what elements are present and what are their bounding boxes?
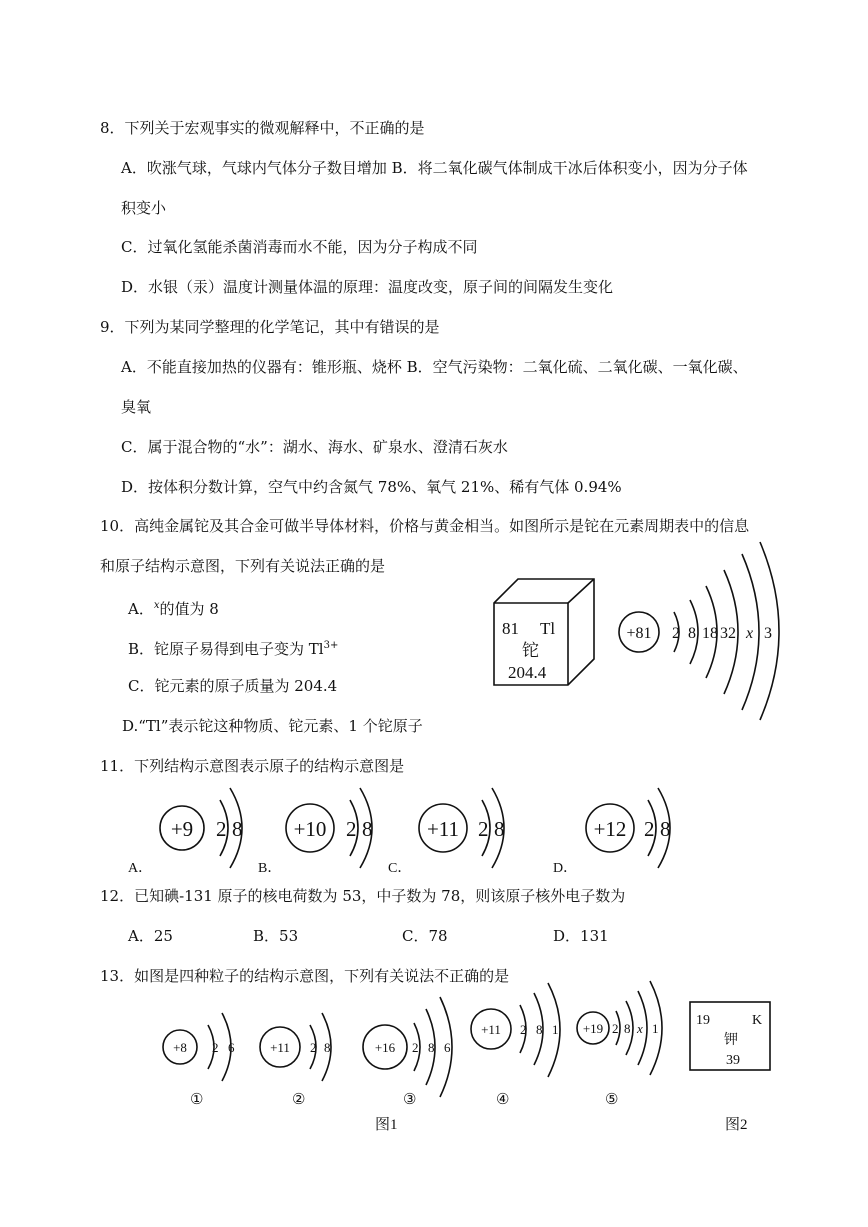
q13-label-5: ⑤ bbox=[605, 1092, 619, 1108]
q11-option-d-diagram bbox=[553, 788, 671, 876]
q10-cube-mass: 204.4 bbox=[508, 663, 547, 682]
svg-text:8: 8 bbox=[624, 1021, 631, 1036]
q11-d-shell: 8 bbox=[660, 817, 671, 841]
q10-option-d: D.“Tl”表示铊这种物质、铊元素、1 个铊原子 bbox=[122, 717, 423, 735]
q13-label-4: ④ bbox=[496, 1092, 510, 1108]
q13-diagrams bbox=[150, 985, 790, 1135]
svg-text:1: 1 bbox=[552, 1022, 559, 1037]
q10-option-c: C．铊元素的原子质量为 204.4 bbox=[128, 677, 338, 695]
svg-text:2: 2 bbox=[520, 1022, 527, 1037]
svg-text:+8: +8 bbox=[173, 1040, 187, 1055]
svg-text:2: 2 bbox=[412, 1040, 419, 1055]
svg-text:8: 8 bbox=[324, 1040, 331, 1055]
q11-option-b-diagram bbox=[258, 788, 373, 876]
q8-option-a: A．吹涨气球，气球内气体分子数目增加 B．将二氧化碳气体制成干冰后体积变小，因为分子体 bbox=[121, 159, 748, 177]
svg-text:+19: +19 bbox=[582, 1021, 604, 1036]
q9-option-a: A．不能直接加热的仪器有：锥形瓶、烧杯 B．空气污染物：二氧化硫、二氧化碳、一氧化碳、 bbox=[121, 358, 748, 376]
q10-option-a-prefix: A． bbox=[128, 600, 154, 618]
q11-c-shell: 8 bbox=[494, 817, 505, 841]
q10-atom-diagram bbox=[612, 540, 802, 720]
q9-option-a-cont: 臭氧 bbox=[121, 398, 152, 416]
q11-option-b-label: B． bbox=[258, 861, 282, 876]
q13-fig1-caption: 图1 bbox=[375, 1117, 398, 1133]
q10-shell-label: 8 bbox=[688, 625, 696, 642]
q10-option-a-suffix: 的值为 8 bbox=[159, 600, 219, 618]
q11-b-nucleus: +10 bbox=[293, 817, 327, 841]
svg-text:8: 8 bbox=[428, 1040, 435, 1055]
q11-d-nucleus: +12 bbox=[593, 817, 627, 841]
q10-shell-label: 2 bbox=[672, 625, 680, 642]
q10-option-a-var: x bbox=[153, 600, 160, 611]
q11-diagrams bbox=[120, 780, 700, 880]
q11-option-d-label: D． bbox=[553, 861, 578, 876]
q11-a-nucleus: +9 bbox=[170, 817, 194, 841]
q13-particle-5 bbox=[577, 981, 662, 1108]
q8-option-d: D．水银（汞）温度计测量体温的原理：温度改变，原子间的间隔发生变化 bbox=[121, 278, 614, 296]
q13-particle-3 bbox=[363, 997, 452, 1108]
svg-text:6: 6 bbox=[444, 1040, 451, 1055]
q11-option-c-label: C． bbox=[388, 861, 412, 876]
q13-label-2: ② bbox=[292, 1092, 306, 1108]
q10-option-a bbox=[128, 596, 219, 619]
q12-option-a: A．25 bbox=[128, 927, 173, 945]
q13-particle-2 bbox=[260, 1013, 331, 1108]
svg-text:K: K bbox=[752, 1013, 763, 1028]
q9-stem: 9．下列为某同学整理的化学笔记，其中有错误的是 bbox=[100, 318, 440, 336]
q10-shell-label: x bbox=[746, 625, 754, 642]
q13-particle-1 bbox=[163, 1013, 235, 1108]
q11-b-shell: 2 bbox=[346, 817, 357, 841]
q11-a-shell: 2 bbox=[216, 817, 227, 841]
q9-option-c: C．属于混合物的“水”：湖水、海水、矿泉水、澄清石灰水 bbox=[121, 438, 508, 456]
q10-nucleus-label: +81 bbox=[626, 625, 652, 642]
q11-option-c-diagram bbox=[388, 788, 505, 876]
q10-stem-cont: 和原子结构示意图，下列有关说法正确的是 bbox=[100, 557, 386, 575]
q13-stem: 13．如图是四种粒子的结构示意图，下列有关说法不正确的是 bbox=[100, 967, 510, 985]
svg-text:2: 2 bbox=[310, 1040, 317, 1055]
q12-option-c: C．78 bbox=[402, 927, 448, 945]
q12-stem: 12．已知碘-131 原子的核电荷数为 53，中子数为 78，则该原子核外电子数为 bbox=[100, 887, 626, 905]
q11-stem: 11．下列结构示意图表示原子的结构示意图是 bbox=[100, 757, 405, 775]
svg-text:39: 39 bbox=[726, 1053, 740, 1068]
q11-c-shell: 2 bbox=[478, 817, 489, 841]
svg-text:x: x bbox=[637, 1021, 643, 1036]
q11-option-a-diagram bbox=[128, 788, 243, 876]
q13-fig2-caption: 图2 bbox=[725, 1117, 748, 1133]
svg-text:钾: 钾 bbox=[724, 1033, 738, 1048]
q10-cube-number: 81 bbox=[502, 619, 519, 638]
q10-element-cube bbox=[490, 575, 602, 690]
q8-option-c: C．过氧化氢能杀菌消毒而水不能，因为分子构成不同 bbox=[121, 238, 478, 256]
svg-text:+11: +11 bbox=[270, 1040, 290, 1055]
q11-option-a-label: A． bbox=[128, 861, 153, 876]
q13-element-box bbox=[690, 1002, 770, 1070]
q11-d-shell: 2 bbox=[644, 817, 655, 841]
q13-particle-4 bbox=[471, 983, 560, 1108]
q12-option-b: B．53 bbox=[253, 927, 299, 945]
q9-option-d: D．按体积分数计算，空气中约含氮气 78%、氧气 21%、稀有气体 0.94% bbox=[121, 478, 622, 496]
q13-label-1: ① bbox=[190, 1092, 204, 1108]
q11-b-shell: 8 bbox=[362, 817, 373, 841]
svg-text:2: 2 bbox=[212, 1040, 219, 1055]
svg-text:19: 19 bbox=[696, 1013, 710, 1028]
q10-cube-symbol: Tl bbox=[540, 619, 556, 638]
q10-option-b-text: B．铊原子易得到电子变为 Tl bbox=[128, 640, 324, 658]
svg-text:2: 2 bbox=[612, 1021, 619, 1036]
q10-shell-label: 18 bbox=[702, 625, 718, 642]
q8-stem: 8．下列关于宏观事实的微观解释中，不正确的是 bbox=[100, 119, 425, 137]
q13-label-3: ③ bbox=[403, 1092, 417, 1108]
svg-text:+11: +11 bbox=[481, 1022, 501, 1037]
q10-cube-name: 铊 bbox=[522, 641, 539, 660]
svg-text:8: 8 bbox=[536, 1022, 543, 1037]
q10-shell-label: 32 bbox=[720, 625, 736, 642]
q10-shell-label: 3 bbox=[764, 625, 772, 642]
svg-text:+16: +16 bbox=[374, 1040, 396, 1055]
q12-option-d: D．131 bbox=[553, 927, 609, 945]
svg-text:1: 1 bbox=[652, 1021, 659, 1036]
q10-option-b bbox=[128, 636, 338, 659]
q8-option-a-cont: 积变小 bbox=[121, 199, 167, 217]
q10-stem: 10．高纯金属铊及其合金可做半导体材料，价格与黄金相当。如图所示是铊在元素周期表中的信息 bbox=[100, 517, 750, 535]
q11-a-shell: 8 bbox=[232, 817, 243, 841]
q10-option-b-sup: 3+ bbox=[323, 640, 339, 651]
q11-c-nucleus: +11 bbox=[426, 817, 460, 841]
svg-text:6: 6 bbox=[228, 1040, 235, 1055]
